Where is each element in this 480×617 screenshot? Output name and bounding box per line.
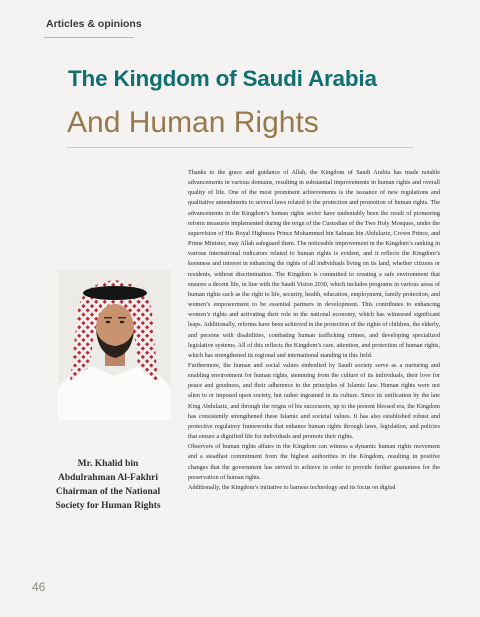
author-caption (38, 457, 178, 513)
author-role-line-1: Chairman of the National (55, 487, 161, 497)
page-number: 46 (32, 580, 46, 594)
body-paragraph: Thanks to the grace and guidance of Allah, the Kingdom of Saudi Arabia has made notable advancements in various domains, resulting in substantial improvements in human rights and overall quality of life. One of the most prominent achievements is the issuance of new regulations and qualitative amendments to several laws related to the protection and promotion of human rights. The advancements in the Kingdom’s human rights sector have undeniably been the result of pioneering reform measures implemented during the reign of the Custodian of the Two Holy Mosques, under the supervision of His Royal Highness Prince Mohammed bin Salman bin Abdulaziz, Crown Prince, and Prime Minister, may Allah safeguard them. The noticeable improvement in the Kingdom’s ranking in various international indicators related to human rights is evident, and it reflects the Kingdom’s keenness and interest in enhancing the rights of all individuals living on its land, whether citizens or residents, without discrimination. The Kingdom is committed to creating a safe environment that ensures a decent life, in line with the Saudi Vision 2030, which includes programs in various areas of human rights such as the right to life, security, health, education, employment, family protection, and women’s empowerment to be essential partners in development. This contributes to enhancing women’s rights and activating their role in the national economy, which has witnessed significant leaps. Additionally, reforms have been achieved in the protection of the rights of children, the elderly, and persons with disabilities, combating human trafficking crimes, and developing specialized legislative systems. All of this reflects the Kingdom’s care, attention, and protection of human rights, which has strengthened its regional and international standing in this field. (188, 169, 440, 359)
article-body (188, 168, 440, 493)
section-label: Articles & opinions (46, 18, 142, 30)
author-portrait (58, 270, 171, 420)
article-title-line-1: The Kingdom of Saudi Arabia (68, 66, 377, 91)
article-title-line-2: And Human Rights (67, 106, 319, 139)
author-role-line-2: Society for Human Rights (55, 501, 161, 511)
title-divider (67, 147, 413, 148)
author-name-line-2: Abdulrahman Al-Fakhri (57, 473, 159, 483)
body-paragraph: Furthermore, the human and social values embodied by Saudi society serve as a nurturing and enabling environment for human rights, stemming from the culture of its individuals, their love for peace and goodness, and their adherence to the principles of Islamic law. Human rights were not alien to or imposed upon society, but rather ingrained in its culture. Since its unification by the late King Abdulaziz, and through the reigns of his successors, up to the present blessed era, the Kingdom has consistently strengthened these Islamic and societal values. It has also established robust and protective regulatory frameworks that enhance human rights through laws, legislation, and policies that ensure a dignified life for individuals and promote their rights. (188, 361, 440, 441)
author-name-line-1: Mr. Khalid bin (77, 459, 139, 469)
body-paragraph: Additionally, the Kingdom’s initiative to harness technology and its focus on digital (188, 483, 396, 491)
section-divider (44, 37, 134, 38)
body-paragraph: Observers of human rights affairs in the Kingdom can witness a dynamic human rights movement and a steadfast commitment from the highest authorities in the Kingdom, resulting in positive changes that the government has strived to achieve in order to provide further guarantees for the preservation of human rights. (188, 443, 440, 481)
